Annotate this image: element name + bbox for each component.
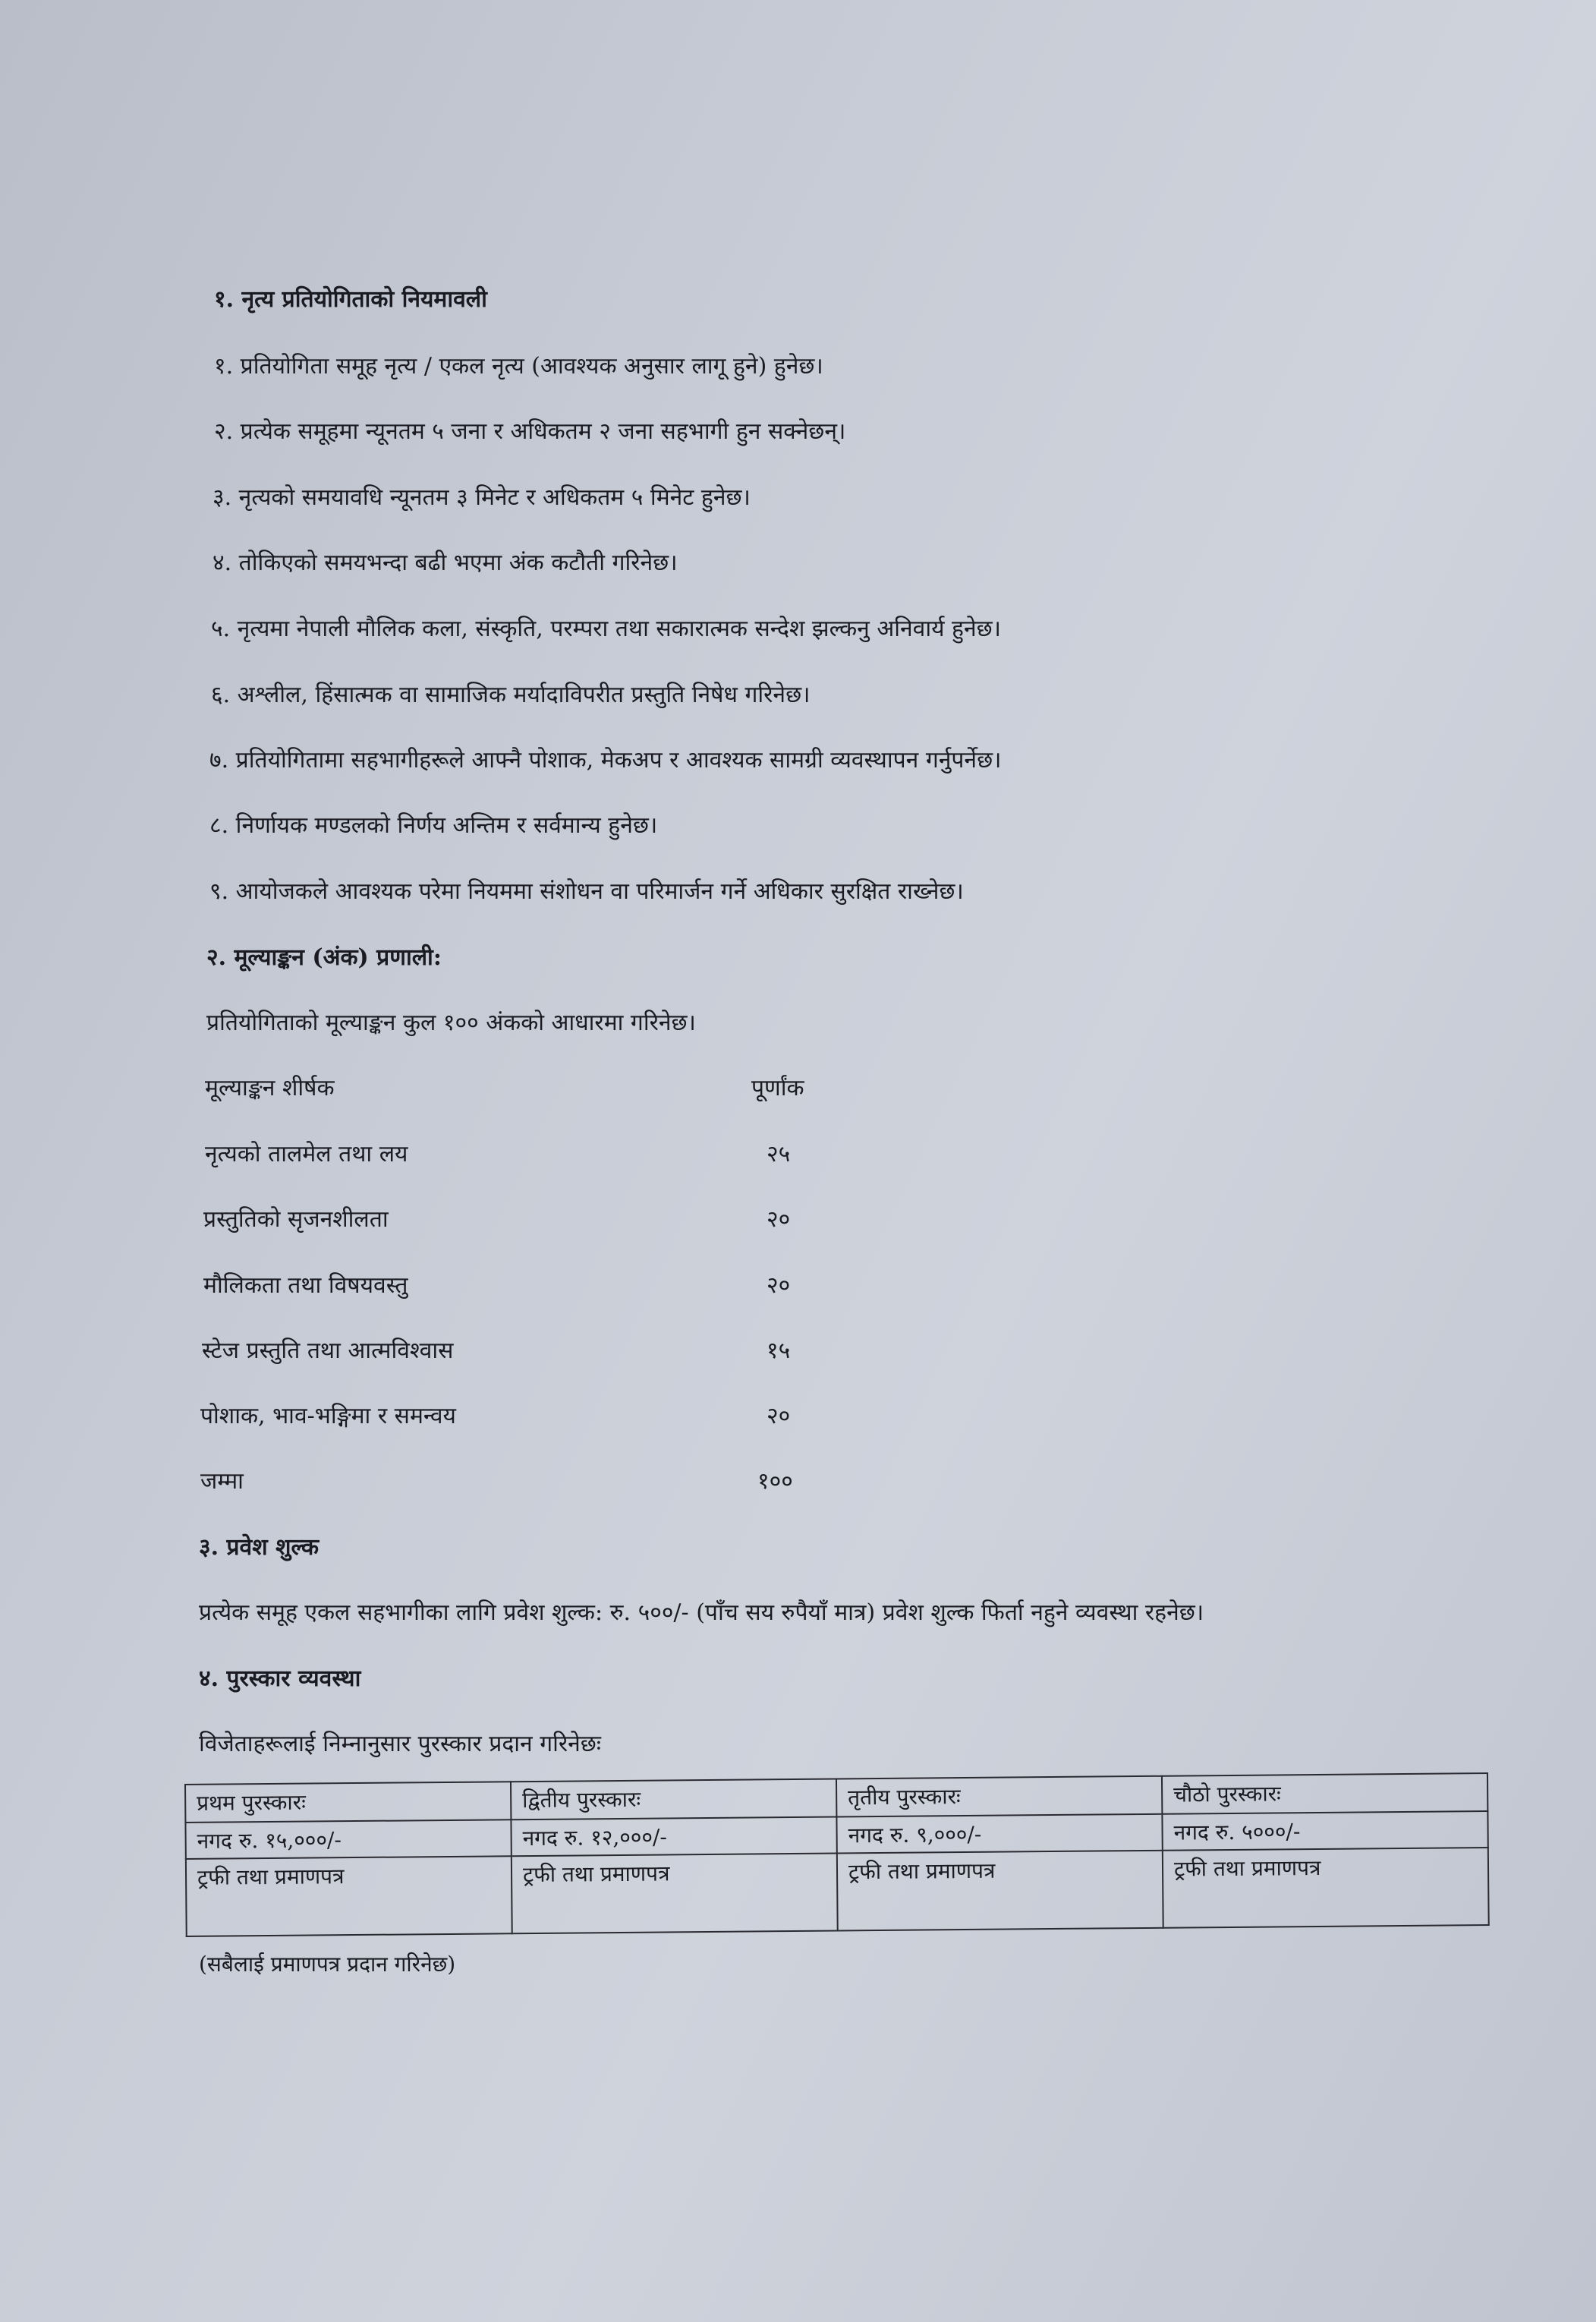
rule-9: ९. आयोजकले आवश्यक परेमा नियममा संशोधन वा परिमार्जन गर्ने अधिकार सुरक्षित राख्नेछ। xyxy=(209,878,964,905)
prize-table xyxy=(184,1772,1490,1937)
prize-item-cell: ट्रफी तथा प्रमाणपत्र xyxy=(186,1856,512,1936)
rule-3: ३. नृत्यको समयावधि न्यूनतम ३ मिनेट र अधिकतम ५ मिनेट हुनेछ। xyxy=(212,484,751,511)
rule-5: ५. नृत्यमा नेपाली मौलिक कला, संस्कृति, परम्परा तथा सकारात्मक सन्देश झल्कनु अनिवार्य हुनेछ। xyxy=(211,616,1002,642)
section1-title: १. नृत्य प्रतियोगिताको नियमावली xyxy=(214,286,487,313)
prize-name-cell: प्रथम पुरस्कारः xyxy=(185,1782,511,1823)
score-row-value: १५ xyxy=(767,1337,791,1364)
score-row-label: पोशाक, भाव-भङ्गिमा र समन्वय xyxy=(200,1403,456,1429)
prize-item-cell: ट्रफी तथा प्रमाणपत्र xyxy=(1163,1848,1489,1928)
score-row-value: २० xyxy=(767,1272,791,1299)
score-row-value: २० xyxy=(767,1206,791,1233)
prize-cash-cell: नगद रु. ९,०००/- xyxy=(836,1814,1162,1854)
prize-name-cell: तृतीय पुरस्कारः xyxy=(836,1776,1162,1817)
score-row-label: मौलिकता तथा विषयवस्तु xyxy=(203,1272,408,1299)
section2-intro: प्रतियोगिताको मूल्याङ्कन कुल १०० अंकको आधारमा गरिनेछ। xyxy=(206,1010,696,1036)
prize-item-cell: ट्रफी तथा प्रमाणपत्र xyxy=(837,1851,1163,1931)
prize-cash-cell: नगद रु. १५,०००/- xyxy=(185,1819,511,1859)
section2-title: २. मूल्याङ्कन (अंक) प्रणाली: xyxy=(206,944,442,971)
score-row-label: स्टेज प्रस्तुति तथा आत्मविश्वास xyxy=(202,1337,454,1364)
prize-name-cell: द्वितीय पुरस्कारः xyxy=(511,1779,836,1820)
score-total-value: १०० xyxy=(757,1468,793,1495)
rule-8: ८. निर्णायक मण्डलको निर्णय अन्तिम र सर्वमान्य हुनेछ। xyxy=(209,812,658,839)
rule-1: १. प्रतियोगिता समूह नृत्य / एकल नृत्य (आवश्यक अनुसार लागू हुने) हुनेछ। xyxy=(214,353,823,380)
score-row-value: २० xyxy=(767,1403,791,1429)
section4-title: ४. पुरस्कार व्यवस्था xyxy=(199,1665,361,1692)
section3-title: ३. प्रवेश शुल्क xyxy=(199,1534,320,1561)
rule-2: २. प्रत्येक समूहमा न्यूनतम ५ जना र अधिकतम २ जना सहभागी हुन सक्नेछन्। xyxy=(214,418,846,445)
score-header-value: पूर्णांक xyxy=(751,1075,804,1101)
score-header-label: मूल्याङ्कन शीर्षक xyxy=(205,1075,335,1101)
prize-cash-cell: नगद रु. १२,०००/- xyxy=(511,1817,836,1857)
rule-4: ४. तोकिएको समयभन्दा बढी भएमा अंक कटौती गरिनेछ। xyxy=(212,550,678,576)
rule-6: ६. अश्लील, हिंसात्मक वा सामाजिक मर्यादाविपरीत प्रस्तुति निषेध गरिनेछ। xyxy=(211,682,811,708)
score-total-label: जम्मा xyxy=(200,1468,244,1495)
prize-item-cell: ट्रफी तथा प्रमाणपत्र xyxy=(512,1854,838,1934)
score-row-label: प्रस्तुतिको सृजनशीलता xyxy=(203,1206,389,1233)
prize-name-cell: चौठो पुरस्कारः xyxy=(1162,1773,1487,1814)
section4-intro: विजेताहरूलाई निम्नानुसार पुरस्कार प्रदान गरिनेछः xyxy=(199,1731,601,1757)
prize-note: (सबैलाई प्रमाणपत्र प्रदान गरिनेछ) xyxy=(199,1952,456,1977)
prize-cash-cell: नगद रु. ५०००/- xyxy=(1162,1811,1487,1851)
prize-item-row xyxy=(186,1848,1489,1936)
score-row-value: २५ xyxy=(767,1141,791,1167)
rule-7: ७. प्रतियोगितामा सहभागीहरूले आफ्नै पोशाक, मेकअप र आवश्यक सामग्री व्यवस्थापन गर्नुपर्नेछ। xyxy=(209,747,1002,773)
score-row-label: नृत्यको तालमेल तथा लय xyxy=(205,1141,408,1167)
section3-text: प्रत्येक समूह एकल सहभागीका लागि प्रवेश शुल्क: रु. ५००/- (पाँच सय रुपैयाँ मात्र) प्रवेश शुल्क फिर्ता नहुने व्यवस्था रहनेछ। xyxy=(199,1599,1204,1626)
